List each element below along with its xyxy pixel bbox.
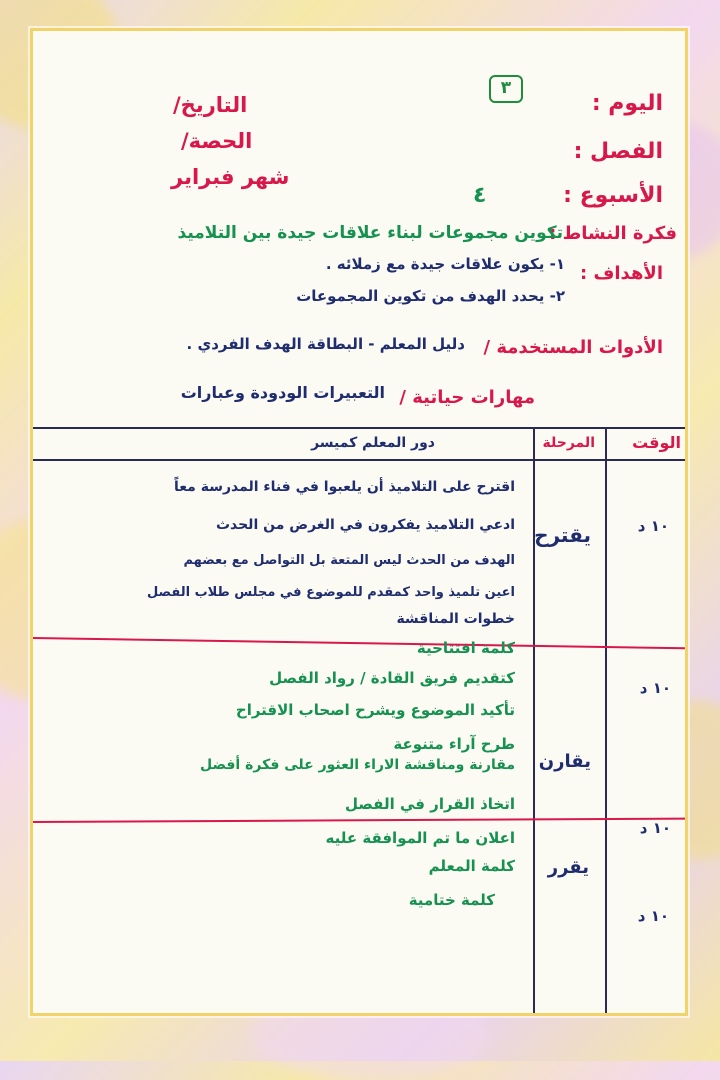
- tools-label: الأدوات المستخدمة /: [483, 337, 663, 358]
- role-line: كلمة افتتاحية: [416, 639, 515, 657]
- date-label: التاريخ/: [173, 93, 248, 117]
- activity-text: تكوين مجموعات لبناء علاقات جيدة بين التلاميذ: [177, 223, 563, 243]
- table-column-divider: [533, 427, 535, 1013]
- role-line: اعين تلميذ واحد كمقدم للموضوع في مجلس طلاب الفصل: [146, 585, 515, 600]
- class-label: الفصل :: [573, 139, 663, 164]
- day-label: اليوم :: [591, 91, 663, 116]
- tools-text: دليل المعلم - البطاقة الهدف الفردي .: [186, 335, 465, 353]
- role-line: اقترح على التلاميذ أن يلعبوا في فناء المدرسة معاً: [174, 479, 515, 495]
- table-top-border: [33, 427, 685, 429]
- row-stage: يقرر: [547, 857, 589, 878]
- row-time: ١٠ د: [639, 819, 671, 837]
- row-stage: يقارن: [538, 751, 591, 772]
- page-number: ٣: [489, 75, 523, 103]
- role-line: طرح آراء متنوعة: [393, 735, 515, 753]
- row-separator: [33, 818, 685, 823]
- week-label: الأسبوع :: [563, 183, 663, 208]
- lesson-plan-sheet: [30, 28, 688, 1016]
- activity-label: فكرة النشاط :: [549, 223, 677, 244]
- role-line: اعلان ما تم الموافقة عليه: [325, 829, 515, 847]
- row-stage: يقترح: [534, 523, 591, 547]
- goal-item: ٢- يحدد الهدف من تكوين المجموعات: [296, 287, 565, 305]
- role-header: دور المعلم كميسر: [311, 435, 435, 451]
- role-line: كلمة ختامية: [408, 891, 495, 909]
- role-line: مقارنة ومناقشة الاراء العثور على فكرة أفضل: [199, 757, 515, 773]
- footer-time: ١٠ د: [637, 907, 669, 925]
- table-header-border: [33, 459, 685, 461]
- role-line: تأكيد الموضوع ويشرح اصحاب الاقتراح: [235, 701, 515, 719]
- goal-item: ١- يكون علاقات جيدة مع زملائه .: [325, 255, 565, 273]
- role-line: كلمة المعلم: [428, 857, 515, 875]
- role-line: الهدف من الحدث ليس المتعة بل التواصل مع بعضهم: [183, 553, 515, 568]
- role-line: خطوات المناقشة: [396, 611, 515, 627]
- role-line: ادعي التلاميذ يفكرون في الغرض من الحدث: [215, 517, 515, 533]
- period-label: الحصة/: [181, 129, 253, 153]
- goals-label: الأهداف :: [580, 263, 663, 284]
- month-label: شهر فبراير: [171, 165, 290, 189]
- skills-label: مهارات حياتية /: [399, 387, 535, 408]
- row-separator: [33, 637, 685, 649]
- skills-text: التعبيرات الودودة وعبارات: [180, 383, 385, 402]
- row-time: ١٠ د: [639, 679, 671, 697]
- stage-header: المرحلة: [542, 435, 595, 451]
- row-time: ١٠ د: [637, 517, 669, 535]
- week-value: ٤: [473, 183, 487, 208]
- role-line: كتقديم فريق القادة / رواد الفصل: [269, 669, 515, 687]
- table-column-divider: [605, 427, 607, 1013]
- role-line: اتخاذ القرار في الفصل: [345, 795, 515, 813]
- time-header: الوقت: [632, 433, 681, 452]
